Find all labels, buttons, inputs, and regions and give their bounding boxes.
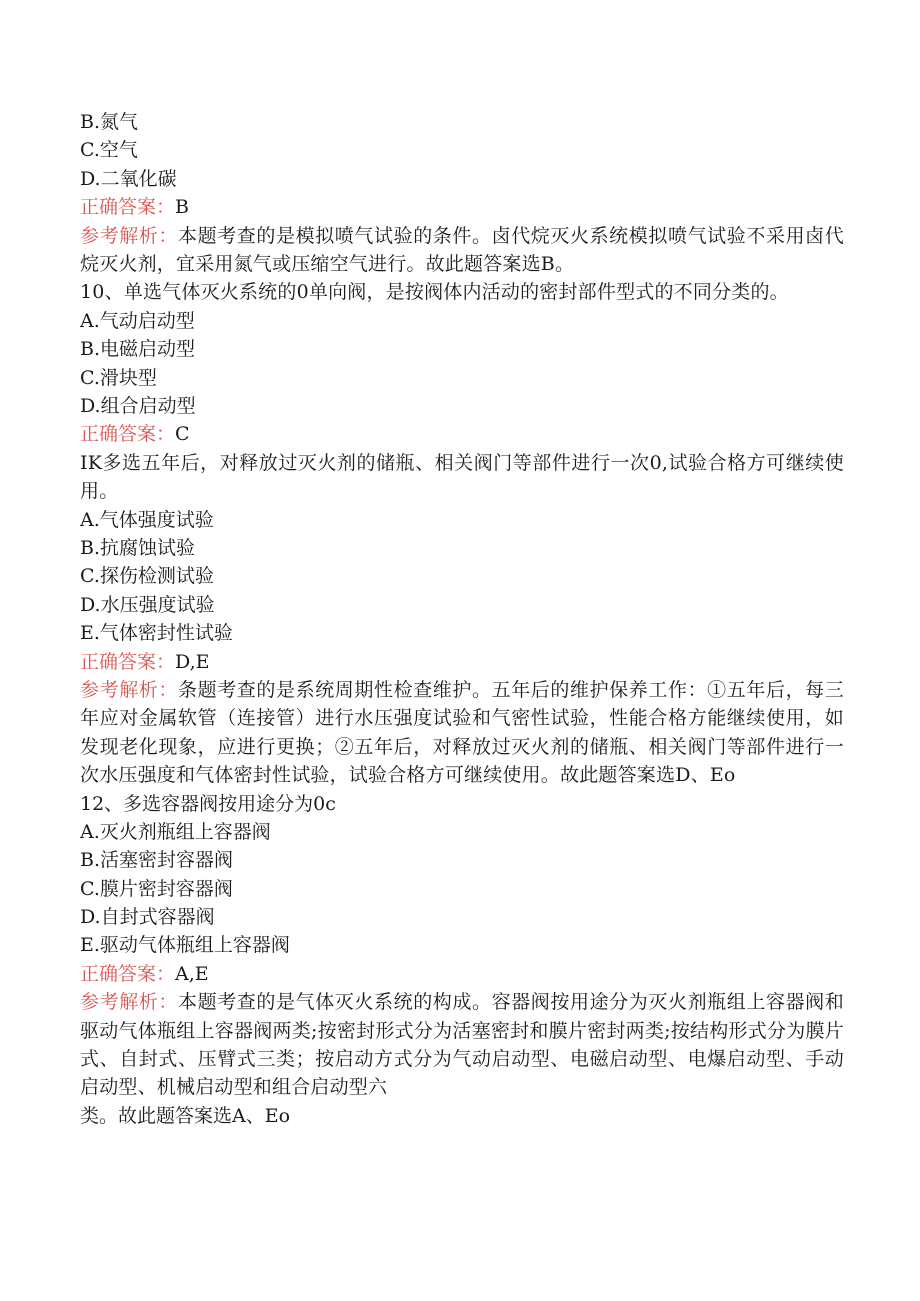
question-12: [80, 790, 844, 1131]
answer-value: D,E: [175, 650, 210, 673]
option-b: B.氮气: [80, 111, 139, 133]
answer-label: 正确答案：: [80, 962, 176, 985]
option-a: A.灭火剂瓶组上容器阀: [80, 820, 271, 843]
answer-line: [80, 960, 844, 988]
option-d: D.自封式容器阀: [80, 906, 215, 929]
answer-line: [80, 193, 844, 221]
answer-value: C: [175, 423, 190, 446]
analysis-label: 参考解析：: [80, 678, 178, 701]
document-page: [80, 108, 844, 1130]
option-c: C.滑块型: [80, 366, 157, 389]
question-11: [80, 449, 844, 790]
option-c: C.膜片密封容器阀: [80, 877, 233, 900]
analysis-label: 参考解析：: [80, 991, 178, 1014]
analysis-text: 本题考查的是气体灭火系统的构成。容器阀按用途分为灭火剂瓶组上容器阀和驱动气体瓶组上容器阀两类;按密封形式分为活塞密封和膜片密封两类;按结构形式分为膜片式、自封式、压臂式三类；按启动方式分为气动启动型、电磁启动型、电爆启动型、手动启动型、机械启动型和组合启动型六: [80, 991, 844, 1099]
analysis-text: 本题考查的是模拟喷气试验的条件。卤代烷灭火系统模拟喷气试验不采用卤代烷灭火剂，宜采用氮气或压缩空气进行。故此题答案选B。: [80, 224, 844, 275]
option-a: A.气体强度试验: [80, 508, 214, 531]
analysis-tail: 类。故此题答案选A、Eo: [80, 1104, 291, 1127]
question-stem: IK多选五年后，对释放过灭火剂的储瓶、相关阀门等部件进行一次0,试验合格方可继续使用。: [80, 451, 844, 503]
question-stem: 12、多选容器阀按用途分为0c: [80, 792, 336, 815]
option-d: D.二氧化碳: [80, 167, 177, 190]
answer-label: 正确答案：: [80, 650, 176, 673]
option-b: B.抗腐蚀试验: [80, 536, 196, 559]
question-9: [80, 108, 844, 278]
answer-value: A,E: [175, 962, 209, 985]
option-b: B.活塞密封容器阀: [80, 849, 234, 872]
analysis-paragraph: [80, 988, 844, 1102]
analysis-label: 参考解析：: [80, 224, 178, 247]
option-b: B.电磁启动型: [80, 338, 196, 361]
option-d: D.组合启动型: [80, 394, 196, 417]
analysis-paragraph: [80, 676, 844, 790]
question-10: [80, 278, 844, 448]
answer-label: 正确答案：: [80, 196, 176, 219]
question-stem: 10、单选气体灭火系统的0单向阀，是按阀体内活动的密封部件型式的不同分类的。: [80, 281, 789, 304]
analysis-text: 条题考查的是系统周期性检查维护。五年后的维护保养工作：①五年后，每三年应对金属软管（连接管）进行水压强度试验和气密性试验，性能合格方能继续使用，如发现老化现象，应进行更换；②五年后，对释放过灭火剂的储瓶、相关阀门等部件进行一次水压强度和气体密封性试验，试验合格方可继续使用。故此题答案选D、Eo: [80, 678, 844, 787]
option-c: C.探伤检测试验: [80, 565, 214, 588]
option-c: C.空气: [80, 139, 138, 162]
answer-label: 正确答案：: [80, 423, 176, 446]
option-e: E.气体密封性试验: [80, 622, 233, 645]
option-e: E.驱动气体瓶组上容器阀: [80, 934, 290, 957]
answer-line: [80, 420, 844, 448]
option-d: D.水压强度试验: [80, 593, 215, 616]
analysis-paragraph: [80, 222, 844, 279]
option-a: A.气动启动型: [80, 309, 195, 332]
answer-value: B: [175, 196, 189, 219]
answer-line: [80, 648, 844, 676]
